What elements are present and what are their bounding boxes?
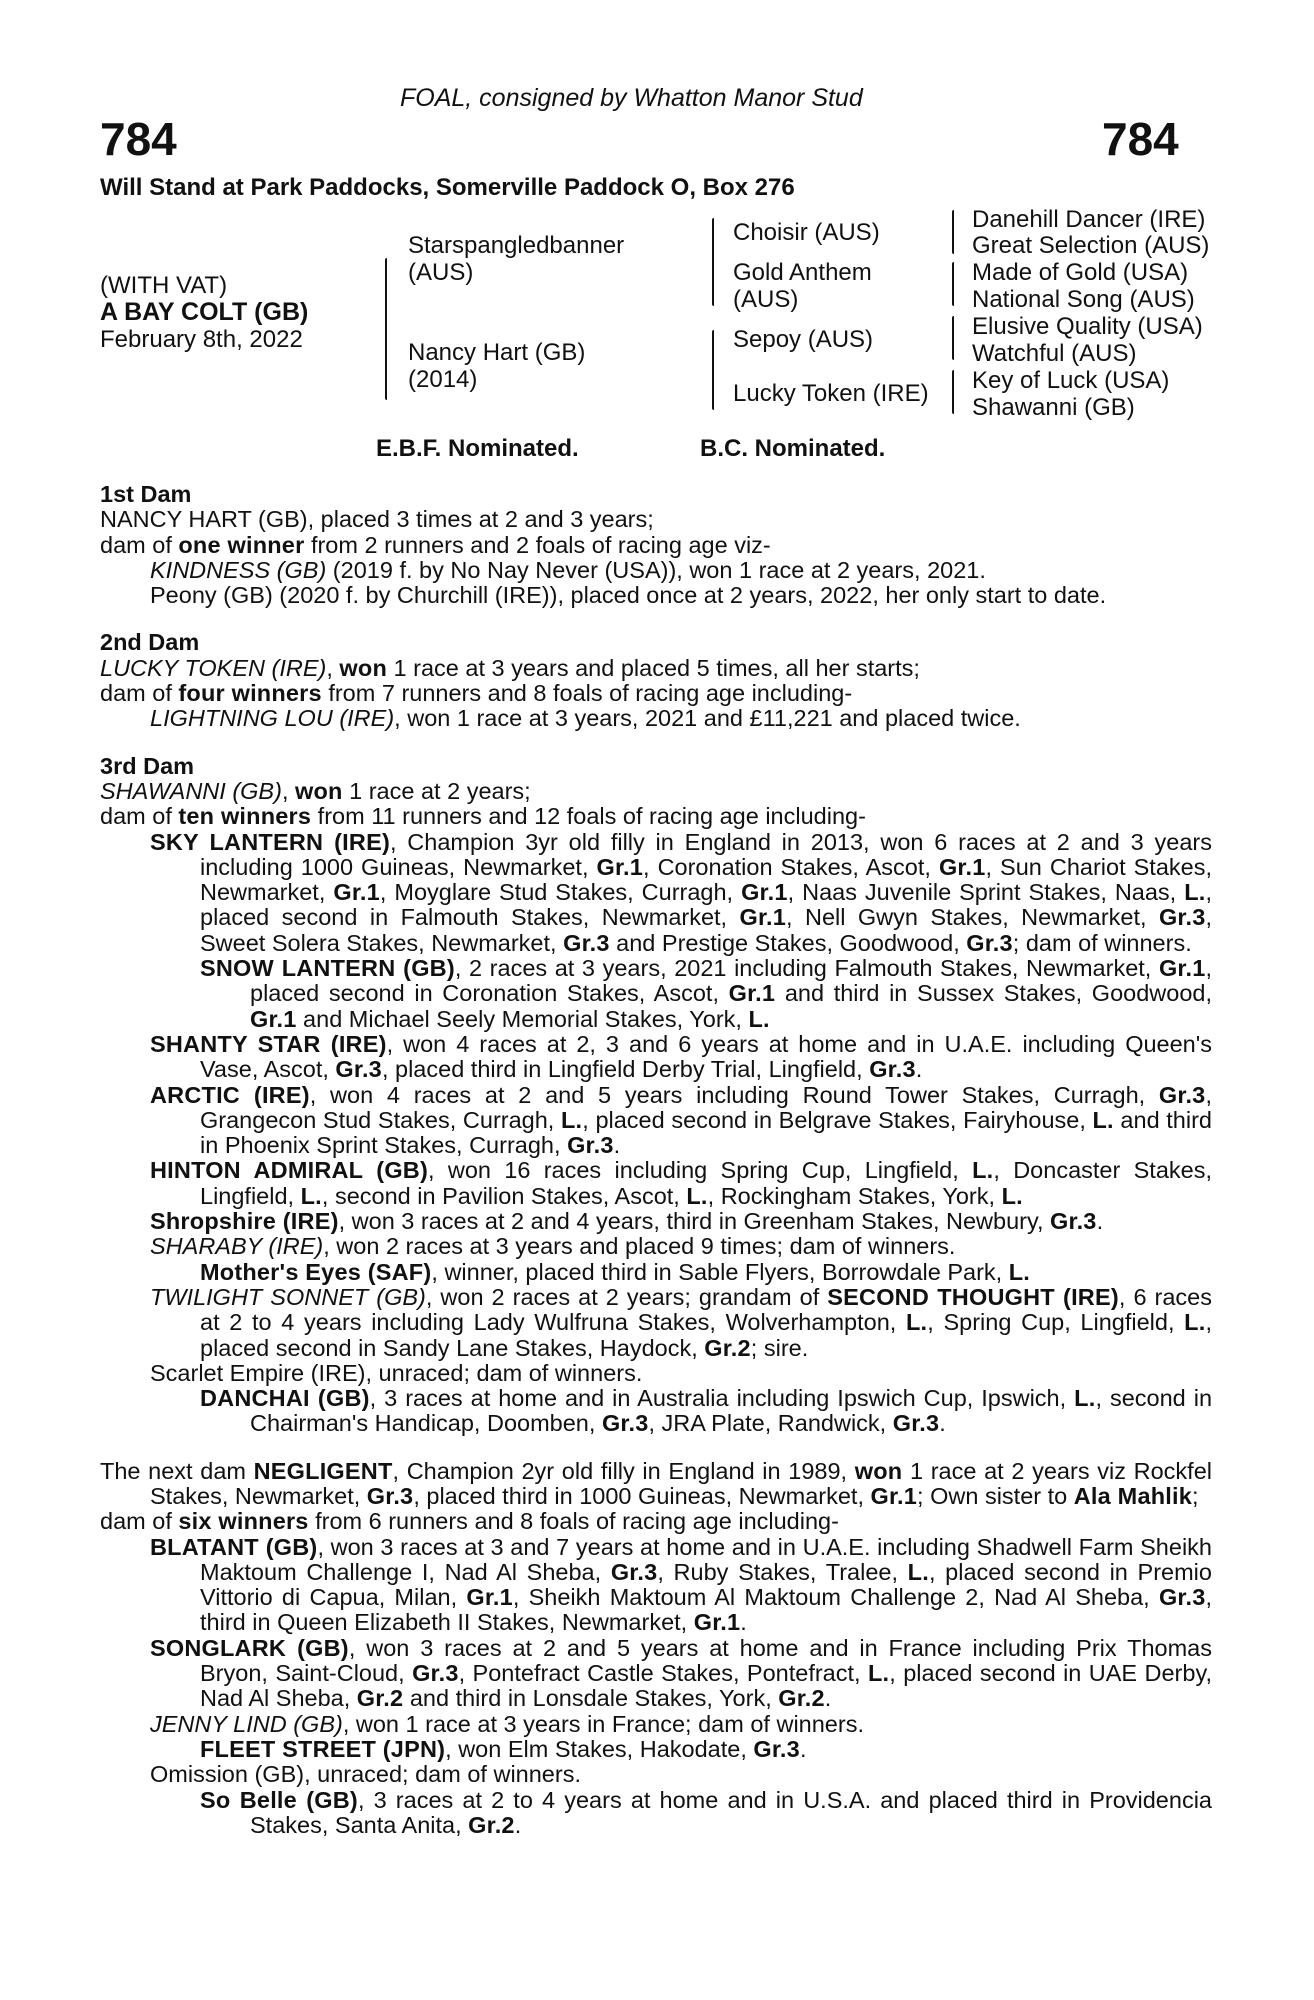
produce-songlark: SONGLARK (GB), won 3 races at 2 and 5 years at home and in France including Prix Thomas Bryon, Saint-Cloud, Gr.3, Pontefract Castle Stakes, Pontefract, L., placed second in UAE Derby, Nad Al Sheba, Gr.2 and third in Lonsdale Stakes, York, Gr.2. [150,1634,1212,1712]
produce-mothers-eyes: Mother's Eyes (SAF), winner, placed third in Sable Flyers, Borrowdale Park, L. [200,1258,1031,1285]
produce-shanty-star: SHANTY STAR (IRE), won 4 races at 2, 3 and 6 years at home and in U.A.E. including Queen's Vase, Ascot, Gr.3, placed third in Lingfield Derby Trial, Lingfield, Gr.3. [150,1030,1212,1083]
produce-kindness: KINDNESS (GB) (2019 f. by No Nay Never (USA)), won 1 race at 2 years, 2021. [150,556,986,583]
produce-snow-lantern: SNOW LANTERN (GB), 2 races at 3 years, 2021 including Falmouth Stakes, Newmarket, Gr.1, placed second in Coronation Stakes, Ascot, Gr.1 and third in Sussex Stakes, Goodwood, Gr.1 and Michael Seely Memorial Stakes, York, L. [200,955,1212,1032]
produce-scarlet-empire: Scarlet Empire (IRE), unraced; dam of winners. [150,1359,643,1386]
g3-ancestor-8: Shawanni (GB) [972,394,1135,421]
third-dam-heading: 3rd Dam [100,752,195,779]
dam-dam: Lucky Token (IRE) [733,380,929,407]
stand-location: Will Stand at Park Paddocks, Somerville Paddock O, Box 276 [100,174,795,201]
lot-number-left: 784 [100,113,177,165]
g3-ancestor-2: Great Selection (AUS) [972,232,1210,259]
dam-sire: Sepoy (AUS) [733,326,874,353]
produce-lightning-lou: LIGHTNING LOU (IRE), won 1 race at 3 years, 2021 and £11,221 and placed twice. [150,705,1021,732]
foaling-date: February 8th, 2022 [100,326,303,353]
produce-danchai: DANCHAI (GB), 3 races at home and in Australia including Ipswich Cup, Ipswich, L., second in Chairman's Handicap, Doomben, Gr.3, JRA Plate, Randwick, Gr.3. [200,1385,1213,1437]
g3-ancestor-1: Danehill Dancer (IRE) [972,206,1206,233]
produce-blatant: BLATANT (GB), won 3 races at 3 and 7 years at home and in U.A.E. including Shadwell Farm Sheikh Maktoum Challenge I, Nad Al Sheba, Gr.3, Ruby Stakes, Tralee, L., placed second in Premio Vittorio di Capua, Milan, Gr.1, Sheikh Maktoum Al Maktoum Challenge 2, Nad Al Sheba, Gr.3, third in Queen Elizabeth II Stakes, Newmarket, Gr.1. [150,1533,1212,1636]
bc-nominated: B.C. Nominated. [700,435,886,462]
g3-ancestor-5: Elusive Quality (USA) [972,313,1203,340]
next-dam-intro: The next dam NEGLIGENT, Champion 2yr old filly in England in 1989, won 1 race at 2 years viz Rockfel Stakes, Newmarket, Gr.3, placed third in 1000 Guineas, Newmarket, Gr.1; Own sister to Ala Mahlik; [100,1457,1212,1509]
produce-hinton-admiral: HINTON ADMIRAL (GB), won 16 races including Spring Cup, Lingfield, L., Doncaster Stakes, Lingfield, L., second in Pavilion Stakes, Ascot, L., Rockingham Stakes, York, L. [150,1157,1212,1209]
brace-g3-4 [952,370,954,414]
produce-jenny-lind: JENNY LIND (GB), won 1 race at 3 years in France; dam of winners. [150,1710,864,1737]
g3-ancestor-4: National Song (AUS) [972,286,1195,313]
sire-dam-country: (AUS) [733,286,799,313]
brace-main [385,258,387,400]
consignment-line: FOAL, consigned by Whatton Manor Stud [400,84,863,112]
produce-so-belle: So Belle (GB), 3 races at 2 to 4 years at home and in U.S.A. and placed third in Providencia Stakes, Santa Anita, Gr.2. [200,1786,1212,1838]
produce-arctic: ARCTIC (IRE), won 4 races at 2 and 5 years including Round Tower Stakes, Curragh, Gr.3, Grangecon Stud Stakes, Curragh, L., placed second in Belgrave Stakes, Fairyhouse, L. and third in Phoenix Sprint Stakes, Curragh, Gr.3. [150,1081,1212,1159]
next-dam-produce-summary: dam of six winners from 6 runners and 8 foals of racing age including- [100,1508,839,1535]
brace-g3-2 [952,262,954,306]
brace-g3-3 [952,316,954,360]
produce-omission: Omission (GB), unraced; dam of winners. [150,1761,581,1788]
g3-ancestor-7: Key of Luck (USA) [972,367,1170,394]
second-dam-produce-summary: dam of four winners from 7 runners and 8 foals of racing age including- [100,680,853,707]
produce-sky-lantern: SKY LANTERN (IRE), Champion 3yr old filly in England in 2013, won 6 races at 2 and 3 years including 1000 Guineas, Newmarket, Gr.1, Coronation Stakes, Ascot, Gr.1, Sun Chariot Stakes, Newmarket, Gr.1, Moyglare Stud Stakes, Curragh, Gr.1, Naas Juvenile Sprint Stakes, Naas, L., placed second in Falmouth Stakes, Newmarket, Gr.1, Nell Gwyn Stakes, Newmarket, Gr.3, Sweet Solera Stakes, Newmarket, Gr.3 and Prestige Stakes, Goodwood, Gr.3; dam of winners. [150,828,1213,956]
first-dam-heading: 1st Dam [100,481,192,507]
brace-g3-1 [952,210,954,254]
sire-name: Starspangledbanner [408,232,625,259]
first-dam-produce-summary: dam of one winner from 2 runners and 2 foals of racing age viz- [100,531,771,558]
produce-peony: Peony (GB) (2020 f. by Churchill (IRE)), placed once at 2 years, 2022, her only start to date. [150,582,1107,609]
sire-dam-name: Gold Anthem [733,259,872,286]
dam-name: Nancy Hart (GB) [408,339,586,366]
g3-ancestor-3: Made of Gold (USA) [972,259,1189,286]
produce-shropshire: Shropshire (IRE), won 3 races at 2 and 4 years, third in Greenham Stakes, Newbury, Gr.3. [150,1208,1104,1235]
ebf-nominated: E.B.F. Nominated. [376,435,579,462]
vat-note: (WITH VAT) [100,272,228,299]
third-dam-produce-summary: dam of ten winners from 11 runners and 12 foals of racing age including- [100,803,866,830]
lot-number-right: 784 [1102,113,1179,165]
second-dam-heading: 2nd Dam [100,629,200,656]
produce-twilight-sonnet: TWILIGHT SONNET (GB), won 2 races at 2 years; grandam of SECOND THOUGHT (IRE), 6 races at 2 to 4 years including Lady Wulfruna Stakes, Wolverhampton, L., Spring Cup, Lingfield, L., placed second in Sandy Lane Stakes, Haydock, Gr.2; sire. [150,1283,1213,1361]
pedigree-notes [100,482,1212,1838]
brace-sire [712,218,714,306]
produce-fleet-street: FLEET STREET (JPN), won Elm Stakes, Hakodate, Gr.3. [200,1735,807,1762]
third-dam-line: SHAWANNI (GB), won 1 race at 2 years; [100,777,531,804]
produce-sharaby: SHARABY (IRE), won 2 races at 3 years and placed 9 times; dam of winners. [150,1233,956,1260]
horse-name: A BAY COLT (GB) [100,298,309,326]
sire-sire: Choisir (AUS) [733,219,880,246]
brace-dam [712,330,714,410]
second-dam-line: LUCKY TOKEN (IRE), won 1 race at 3 years and placed 5 times, all her starts; [100,654,920,681]
dam-year: (2014) [408,366,478,393]
first-dam-line: NANCY HART (GB), placed 3 times at 2 and 3 years; [100,506,654,533]
sire-country: (AUS) [408,259,474,286]
g3-ancestor-6: Watchful (AUS) [972,340,1137,367]
